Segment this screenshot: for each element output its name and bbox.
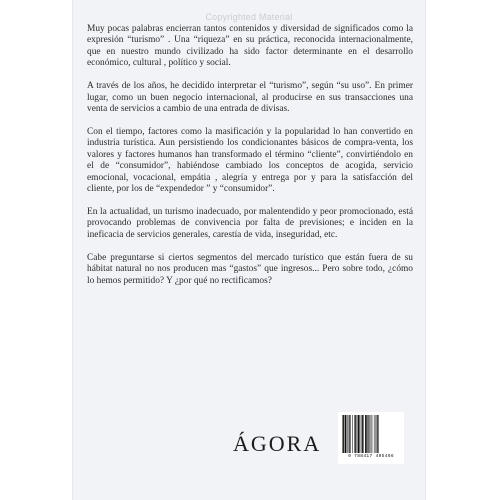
- barcode-bars-icon: [341, 415, 401, 453]
- paragraph: A través de los años, he decidido interpretar el “turismo”, según “su uso”. En primer lugar, como un buen negocio internacional, al producirse en sus transacciones una venta de servicios a cambio de una entrada de divisas.: [87, 81, 413, 115]
- publisher-logo: ÁGORA: [233, 431, 322, 456]
- watermark-text: Copyrighted Material: [205, 12, 293, 22]
- paragraph: Muy pocas palabras encierran tantos contenidos y diversidad de significados como la expresión “turismo” . Una “riqueza” en su práctica, reconocida internacionalmente, que en nuestro mundo civilizado ha sido factor determinante en el desarrollo económico, cultural , político y social.: [87, 24, 413, 69]
- paragraph: En la actualidad, un turismo inadecuado, por malentendido y peor promocionado, está provocando problemas de convivencia por falta de previsiones; e inciden en la ineficacia de servicios generales, carestía de vida, inseguridad, etc.: [87, 207, 413, 240]
- paragraph: Con el tiempo, factores como la masificación y la popularidad lo han convertido en industria turística. Aun persistiendo los condicionantes básicos de compra-venta, los valores y factores humanos han transformado el término “cliente”, convirtiéndolo en el de “consumidor”, habiéndose cambiado los conceptos de acogida, servicio emocional, vocacional, empátia , alegría y entrega por y para la satisfacción del cliente, por los de “expendedor ” y “consumidor”.: [87, 127, 413, 195]
- paragraph: Cabe preguntarse si ciertos segmentos del mercado turístico que están fuera de su hábitat natural no nos producen mas “gastos” que ingresos... Pero sobre todo, ¿cómo lo hemos permitido? Y ¿por qué no rectificamos?: [87, 252, 413, 286]
- barcode-number: 9 788417 495466: [348, 454, 394, 459]
- barcode: [338, 412, 404, 464]
- book-back-cover: [73, 0, 425, 500]
- cover-text: [87, 24, 413, 299]
